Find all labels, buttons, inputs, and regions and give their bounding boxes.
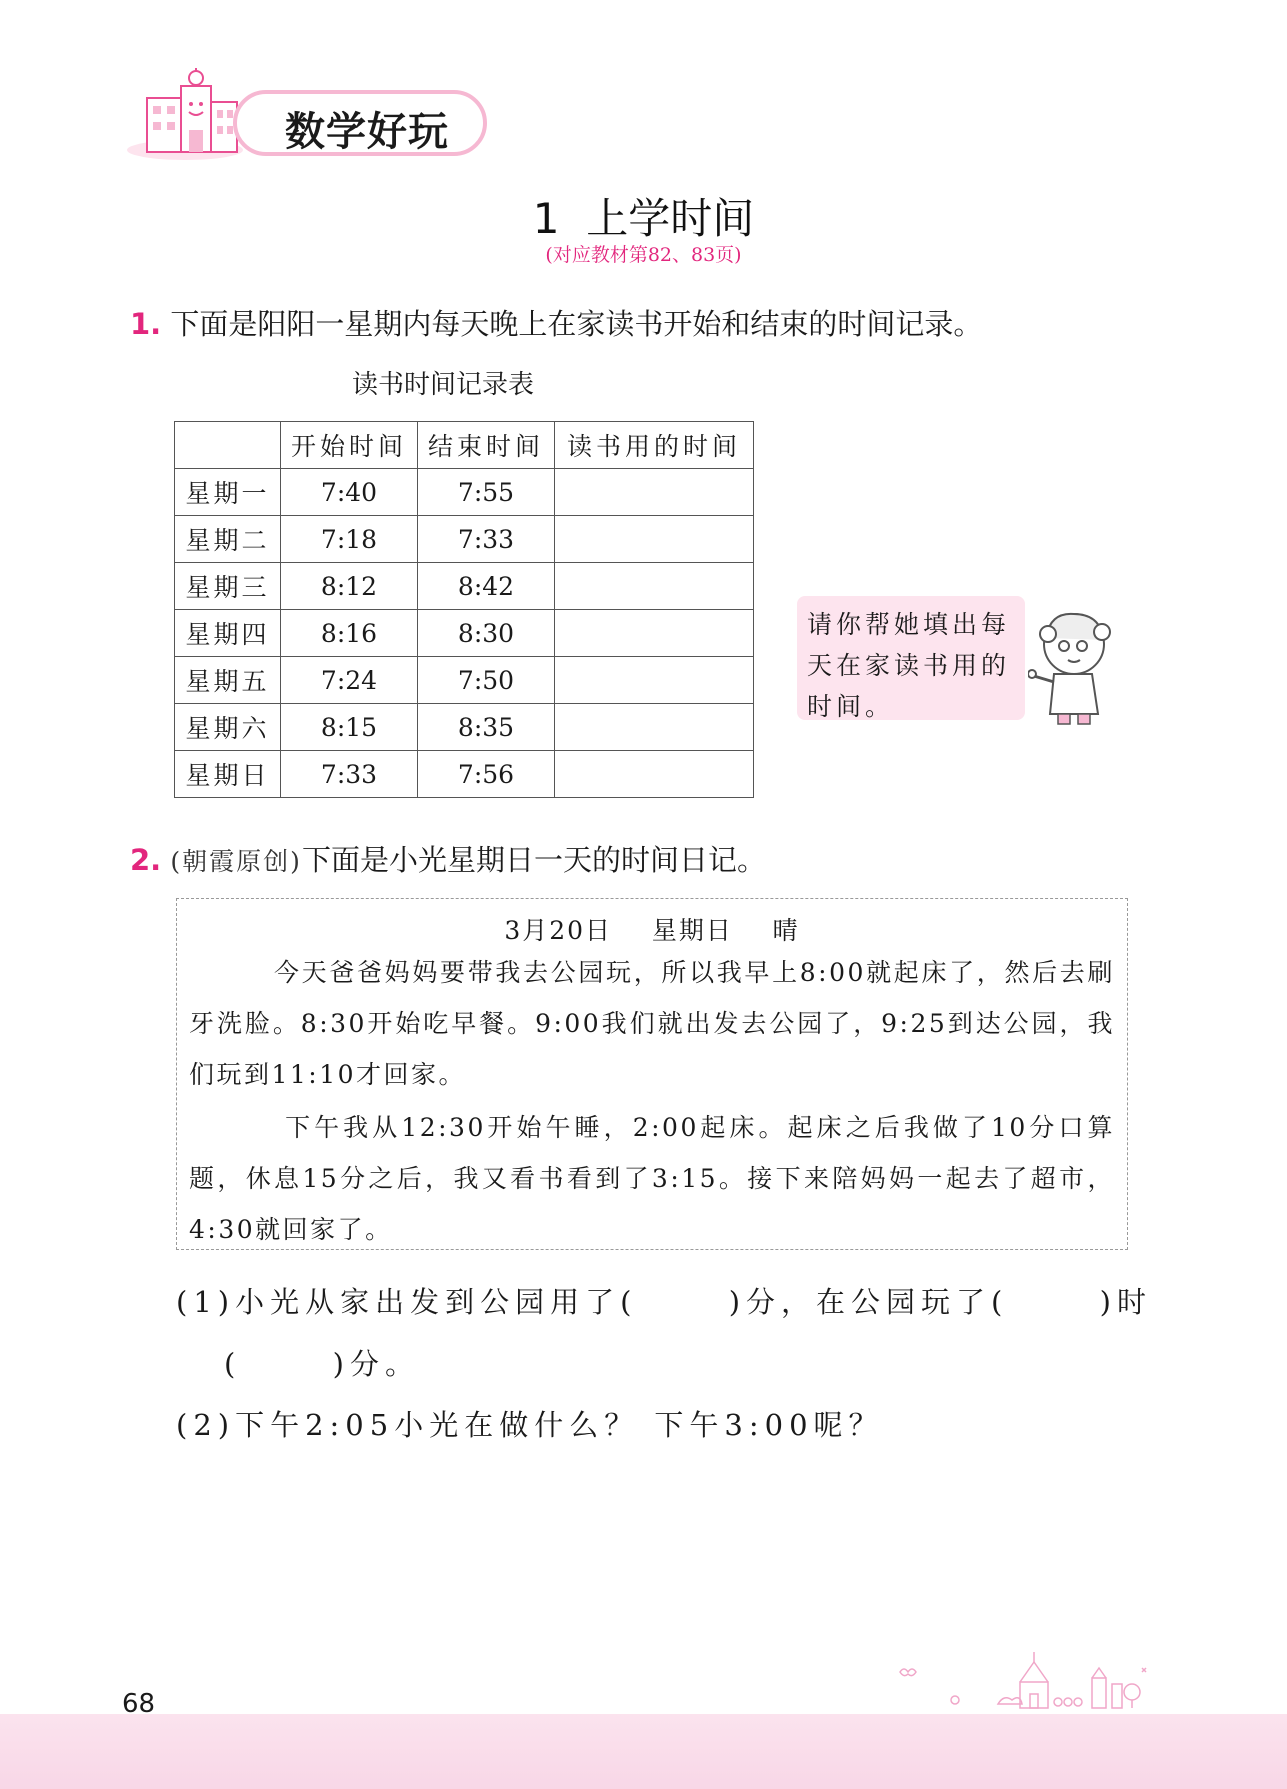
start-cell: 7:40 (281, 469, 418, 516)
diary-box (176, 898, 1128, 1250)
question-text: 下面是小光星期日一天的时间日记。 (301, 843, 766, 877)
day-cell: 星期一 (175, 469, 281, 516)
answer-cell[interactable] (555, 751, 754, 798)
table-header: 读书用的时间 (555, 422, 754, 469)
answer-cell[interactable] (555, 469, 754, 516)
diary-paragraph-text: 今天爸爸妈妈要带我去公园玩，所以我早上8:00就起床了，然后去刷牙洗脸。8:30开始吃早餐。9:00我们就出发去公园了，9:25到达公园，我们玩到11:10才回家。 (189, 958, 1115, 1089)
answer-cell[interactable] (555, 657, 754, 704)
answer-cell[interactable] (555, 704, 754, 751)
table-row (175, 610, 754, 657)
answer-cell[interactable] (555, 610, 754, 657)
lesson-reference: (对应教材第82、83页) (545, 244, 742, 266)
diary-header: 3月20日 星期日 晴 (504, 916, 800, 945)
sub-question-2: (2)下午2:05小光在做什么？ 下午3:00呢？ (176, 1408, 884, 1442)
question-number: 2. (130, 843, 162, 877)
start-cell: 7:18 (281, 516, 418, 563)
table-header (175, 422, 281, 469)
day-cell: 星期日 (175, 751, 281, 798)
section-badge (125, 68, 495, 166)
question-note: (朝霞原创) (170, 847, 302, 876)
footer-band (0, 1714, 1287, 1789)
table-row (175, 657, 754, 704)
diary-paragraph (189, 947, 1115, 1100)
end-cell: 7:50 (418, 657, 555, 704)
table-row (175, 704, 754, 751)
castle-doodle-icon (880, 1648, 1180, 1718)
hint-line: 时间。 (807, 692, 895, 721)
hint-line: 天在家读书用的 (807, 651, 1011, 680)
question-text: 下面是阳阳一星期内每天晚上在家读书开始和结束的时间记录。 (170, 307, 983, 341)
end-cell: 7:56 (418, 751, 555, 798)
start-cell: 7:24 (281, 657, 418, 704)
lesson-title: 1 上学时间 (532, 194, 755, 243)
end-cell: 7:33 (418, 516, 555, 563)
answer-cell[interactable] (555, 516, 754, 563)
question-number: 1. (130, 307, 162, 341)
section-title: 数学好玩 (285, 109, 449, 155)
start-cell: 8:15 (281, 704, 418, 751)
hint-line: 请你帮她填出每 (807, 610, 1011, 639)
page-number: 68 (122, 1689, 156, 1719)
sub-question-1-continued: ( )分。 (224, 1347, 420, 1381)
reading-log-table (174, 421, 754, 798)
start-cell: 7:33 (281, 751, 418, 798)
answer-cell[interactable] (555, 563, 754, 610)
day-cell: 星期五 (175, 657, 281, 704)
diary-paragraph (189, 1102, 1115, 1255)
girl-character-icon (1028, 604, 1114, 734)
question-1 (130, 302, 982, 343)
end-cell: 7:55 (418, 469, 555, 516)
sub-question-1: (1)小光从家出发到公园用了( )分，在公园玩了( )时 (176, 1285, 1152, 1319)
diary-paragraph-text: 下午我从12:30开始午睡，2:00起床。起床之后我做了10分口算题，休息15分之后，我又看书看到了3:15。接下来陪妈妈一起去了超市，4:30就回家了。 (189, 1113, 1116, 1244)
end-cell: 8:42 (418, 563, 555, 610)
start-cell: 8:16 (281, 610, 418, 657)
table-header-row (175, 422, 754, 469)
table-row (175, 469, 754, 516)
day-cell: 星期六 (175, 704, 281, 751)
table-caption: 读书时间记录表 (352, 370, 535, 400)
table-header: 结束时间 (418, 422, 555, 469)
table-header: 开始时间 (281, 422, 418, 469)
end-cell: 8:30 (418, 610, 555, 657)
day-cell: 星期四 (175, 610, 281, 657)
day-cell: 星期二 (175, 516, 281, 563)
end-cell: 8:35 (418, 704, 555, 751)
day-cell: 星期三 (175, 563, 281, 610)
table-row (175, 751, 754, 798)
table-row (175, 563, 754, 610)
table-row (175, 516, 754, 563)
start-cell: 8:12 (281, 563, 418, 610)
hint-speech-box (797, 596, 1025, 720)
question-2 (130, 838, 766, 879)
